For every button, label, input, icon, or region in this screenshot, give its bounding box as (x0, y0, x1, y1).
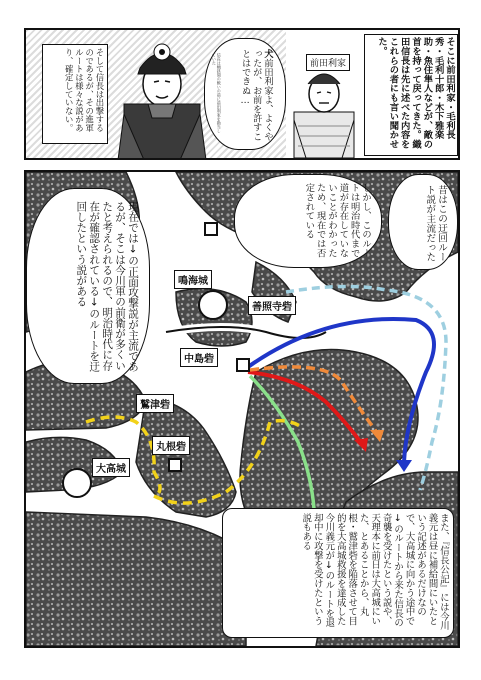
castle-narumi-marker (198, 290, 228, 320)
speech-speaker: 犬 (262, 49, 273, 59)
narration-bottom (222, 508, 454, 638)
warrior-nobunaga-figure (114, 34, 210, 160)
bubble-current-theory (26, 188, 150, 384)
bubble-current-theory-text: 現在では↓の正面攻撃説が主流であるが、そこは今川軍の前衛が多くいたと考えられるので、明治時代に存在が確認されている↓のルートを迂回したという説がある (75, 201, 139, 372)
route-blue-arrowhead (396, 460, 412, 472)
fort-nakajima-marker (236, 358, 250, 372)
speech-bubble-nobunaga (204, 38, 286, 150)
narration-right: そこに前田利家・毛利長秀・毛利十郎・木下雅楽助・魚住隼人などが、敵の首を持って戻ってきた。織田信長は先に述べた内容をこれらの者にも言い聞かせた。 (364, 34, 458, 156)
label-odaka-castle: 大高城 (92, 458, 130, 477)
label-nakajima-fort: 中島砦 (180, 348, 218, 367)
label-zenshoji-fort: 善照寺砦 (248, 296, 296, 315)
top-panel (24, 28, 460, 160)
label-marune-fort: 丸根砦 (152, 436, 190, 455)
label-narumi-castle: 鳴海城 (174, 270, 212, 289)
map-panel (24, 170, 460, 648)
speech-fine-print: 信長は桶狭間の戦いの前に前田利家を勘当していた (211, 53, 222, 133)
narration-bottom-text: また、『信長公記』には今川義元は昼に補給間にいたという記述があるだけなので、大高城に向かう途中で↓のルートから来た信長の奇襲を受けたという説や、天理本に前日は大高城にいた、とあることから、丸根・鷲津砦を陥落させて目的を大高城救援を達成した今川義元が↓のルートを退却中に攻撃を受けたという説もある (300, 513, 449, 631)
castle-odaka-marker (62, 468, 92, 498)
fort-marker-3 (168, 458, 182, 472)
warrior-toshiie-figure (288, 60, 360, 158)
bubble-old-route (388, 174, 458, 270)
bubble-old-route-text: 昔はこの迂回ルート説が主流だった (424, 185, 447, 262)
speaker-name-tag: 前田利家 (306, 54, 350, 71)
speech-text (239, 49, 273, 141)
fort-marker-1 (204, 222, 218, 236)
bubble-route-denied (234, 174, 382, 268)
speech-line: 前田利家よ、よくやったが、お前を許すことはできぬ… (239, 49, 273, 142)
label-washizu-fort: 鷲津砦 (136, 394, 174, 413)
narration-left: そして信長は出撃するのであるが、その進軍ルートは様々な説があり、確定していない。 (42, 44, 108, 144)
bubble-route-denied-text: しかし、このルートは明治時代まで道が存在していないことがわかったため、現在では否定されている (303, 183, 371, 258)
